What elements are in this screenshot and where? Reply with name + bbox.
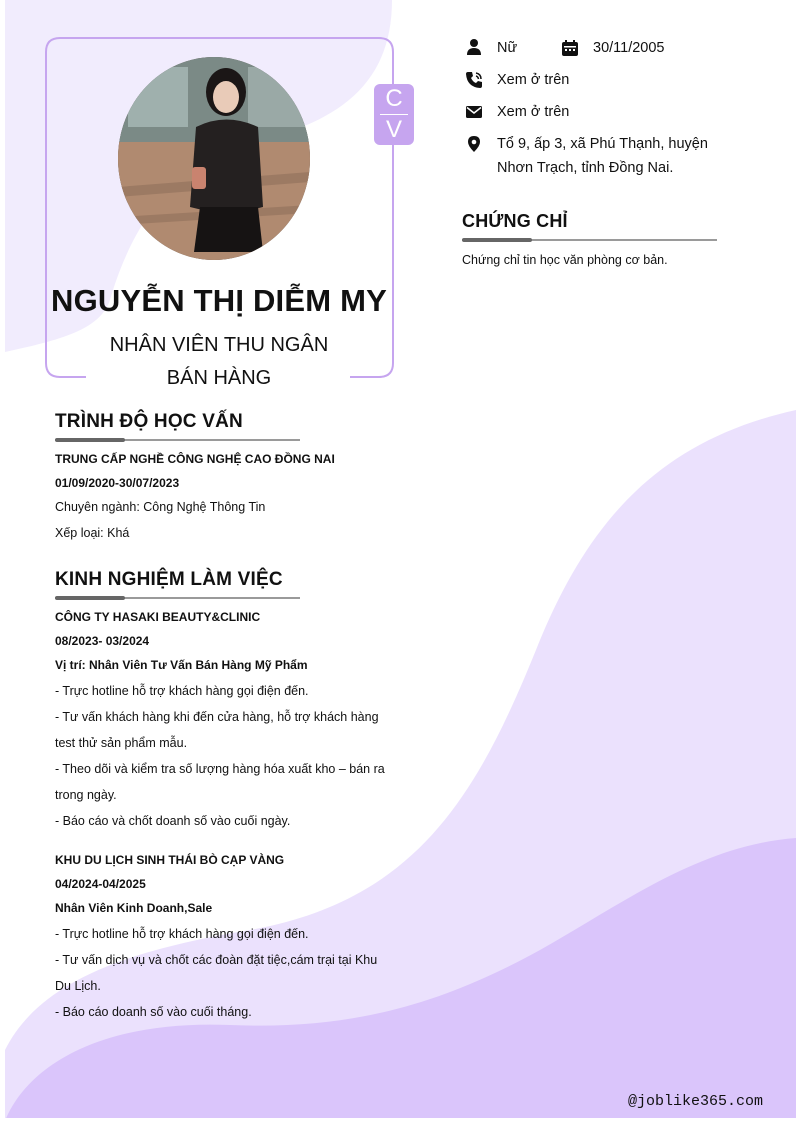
job-position: Vị trí: Nhân Viên Tư Vấn Bán Hàng Mỹ Phẩm	[55, 658, 308, 672]
job-duty-line: Du Lịch.	[55, 979, 101, 993]
calendar-icon	[561, 39, 579, 57]
job-duty-line: trong ngày.	[55, 788, 117, 802]
birthdate: 30/11/2005	[593, 40, 665, 56]
education-title: TRÌNH ĐỘ HỌC VẤN	[55, 411, 243, 432]
phone: Xem ở trên	[497, 72, 570, 88]
job-duty-line: - Theo dõi và kiểm tra số lượng hàng hóa xuất kho – bán ra	[55, 762, 385, 776]
education-rank: Xếp loại: Khá	[55, 526, 130, 540]
job-duty-line: - Tư vấn khách hàng khi đến cửa hàng, hỗ trợ khách hàng	[55, 710, 379, 724]
email: Xem ở trên	[497, 104, 570, 120]
education-period: 01/09/2020-30/07/2023	[55, 476, 180, 490]
address-line-1: Tổ 9, ấp 3, xã Phú Thạnh, huyện	[497, 136, 708, 152]
certificates-title: CHỨNG CHỈ	[462, 211, 568, 231]
job-duty-line: - Báo cáo và chốt doanh số vào cuối ngày.	[55, 814, 291, 828]
job-duty-line: test thử sản phẩm mẫu.	[55, 736, 188, 750]
badge-letter-v: V	[385, 116, 402, 143]
job-entry	[55, 604, 415, 834]
job-duty-line: - Tư vấn dịch vụ và chốt các đoàn đặt tiệc,cám trại tại Khu	[55, 953, 378, 967]
user-icon	[465, 38, 483, 56]
certificates-divider	[462, 239, 717, 241]
address-line-2: Nhơn Trạch, tỉnh Đồng Nai.	[497, 160, 674, 176]
job-company: KHU DU LỊCH SINH THÁI BÒ CẠP VÀNG	[55, 853, 285, 867]
gender: Nữ	[497, 40, 518, 56]
job-title	[45, 329, 393, 395]
candidate-name: NGUYỄN THỊ DIỄM MY	[50, 283, 387, 318]
job-company: CÔNG TY HASAKI BEAUTY&CLINIC	[55, 610, 261, 624]
job-title-line-2: BÁN HÀNG	[166, 367, 272, 389]
experience-title: KINH NGHIỆM LÀM VIỆC	[55, 569, 283, 590]
school-name: TRUNG CẤP NGHỀ CÔNG NGHỆ CAO ĐỒNG NAI	[55, 452, 335, 466]
job-duty-line: - Trực hotline hỗ trợ khách hàng gọi điện đến.	[55, 684, 309, 698]
avatar	[118, 57, 310, 260]
address	[497, 132, 708, 180]
job-position: Nhân Viên Kinh Doanh,Sale	[55, 901, 213, 915]
experience-divider	[55, 597, 300, 599]
job-title-line-1: NHÂN VIÊN THU NGÂN	[109, 334, 329, 356]
badge-divider	[380, 114, 408, 115]
badge-letter-c: C	[385, 85, 403, 112]
education-divider	[55, 439, 300, 441]
location-pin-icon	[465, 135, 483, 153]
job-period: 04/2024-04/2025	[55, 877, 146, 891]
mail-icon	[465, 103, 483, 121]
job-period: 08/2023- 03/2024	[55, 634, 150, 648]
job-entry	[55, 847, 415, 1025]
cv-badge	[374, 84, 414, 145]
job-duty-line: - Báo cáo doanh số vào cuối tháng.	[55, 1005, 252, 1019]
watermark: @joblike365.com	[627, 1093, 763, 1110]
certificate-item: Chứng chỉ tin học văn phòng cơ bản.	[462, 253, 668, 267]
education-details	[55, 446, 415, 546]
job-duty-line: - Trực hotline hỗ trợ khách hàng gọi điện đến.	[55, 927, 309, 941]
phone-icon	[465, 71, 483, 89]
education-major: Chuyên ngành: Công Nghệ Thông Tin	[55, 500, 266, 514]
